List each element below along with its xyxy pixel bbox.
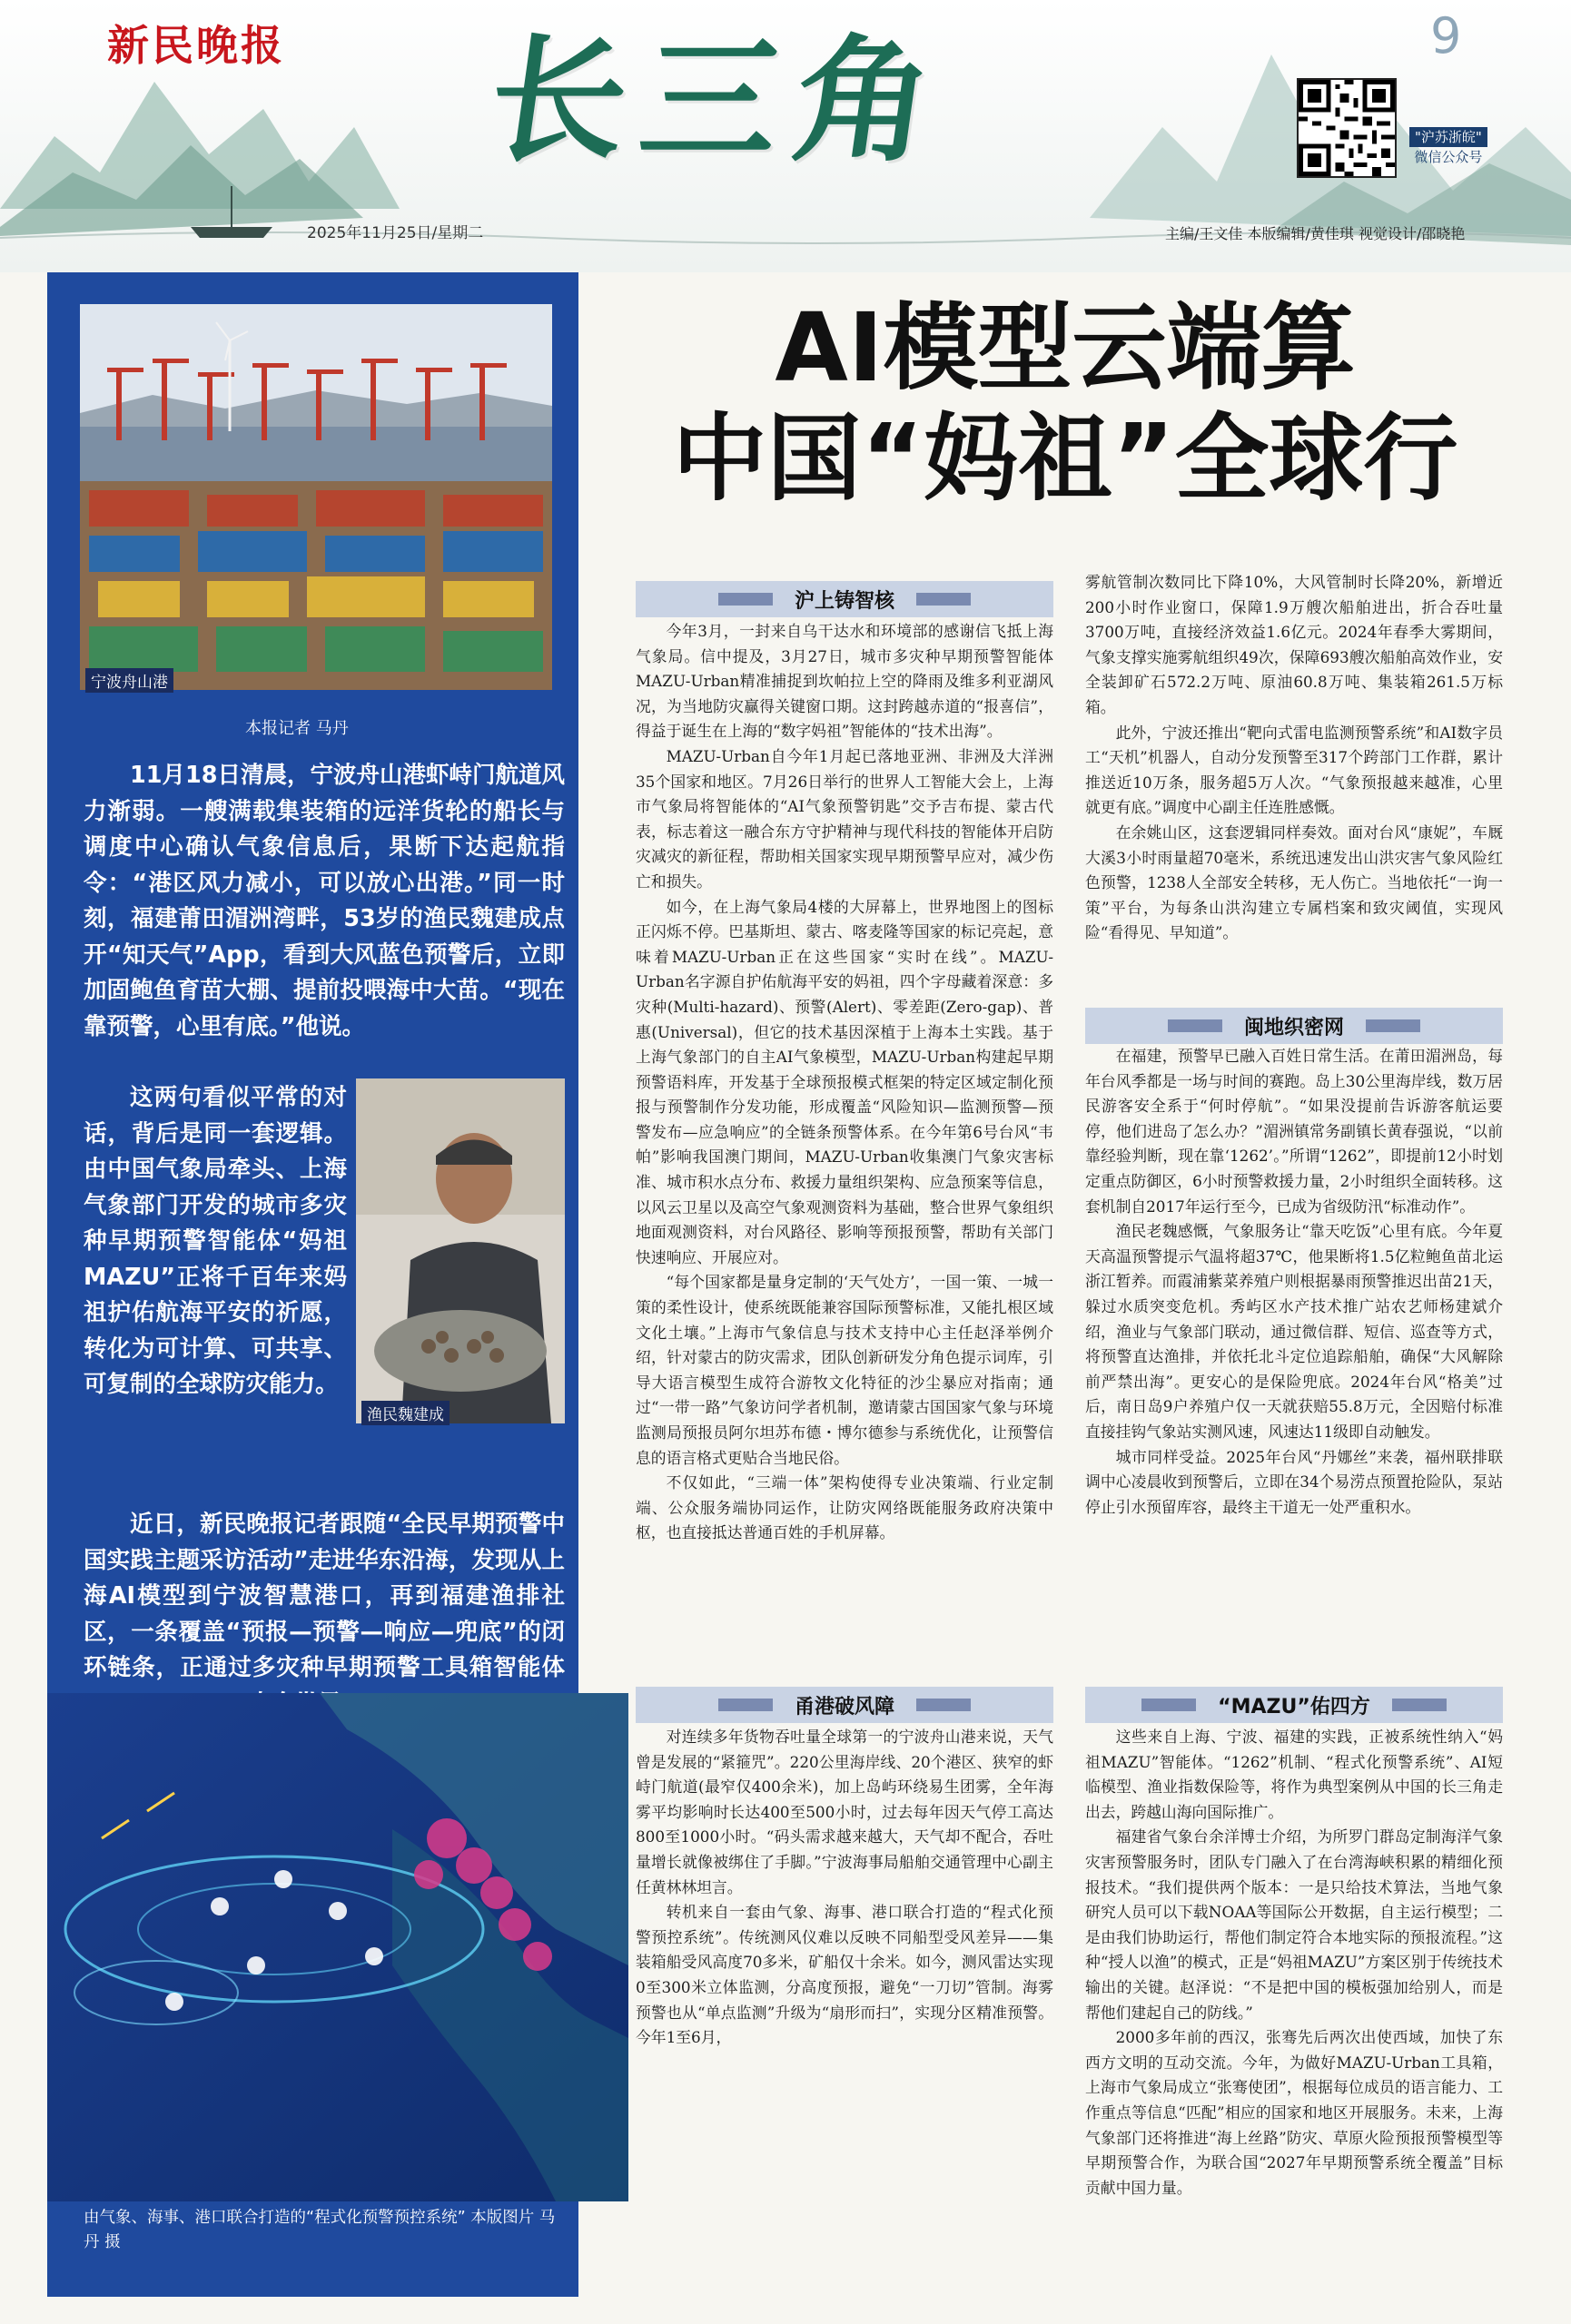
- section-title: 长三角: [479, 21, 960, 181]
- body-paragraph: “每个国家都是量身定制的‘天气处方’，一国一策、一城一策的柔性设计，使系统既能兼容国际预警标准，又能扎根区域文化土壤。”上海市气象信息与技术支持中心主任赵泽举例介绍，针对蒙古的防灾需求，团队创新研发分角色提示词库，引导大语言模型生成符合游牧文化特征的沙尘暴应对指南；通过“一带一路”气象访问学者机制，邀请蒙古国国家气象与环境监测局预报员阿尔坦苏布德・博尔德参与系统优化，让预警信息的语言格式更贴合当地民俗。: [636, 1273, 1053, 1467]
- lead-text: 11月18日清晨，宁波舟山港虾峙门航道风力渐弱。一艘满载集装箱的远洋货轮的船长与调度中心确认气象信息后，果断下达起航指令：“港区风力减小，可以放心出港。”同一时刻，福建莆田湄洲湾畔，53岁的渔民魏建成点开“知天气”App，看到大风蓝色预警后，立即加固鲍鱼育苗大棚、提前投喂海中大苗。“现在靠预警，心里有底。”他说。: [84, 762, 565, 1040]
- warning-system-map: [47, 1693, 628, 2201]
- fisherman-photo-caption: 渔民魏建成: [361, 1401, 450, 1425]
- port-photo: [80, 304, 552, 690]
- headline-line-1: AI模型云端算: [775, 292, 1356, 403]
- body-paragraph: 在余姚山区，这套逻辑同样奏效。面对台风“康妮”，车厩大溪3小时雨量超70毫米，系统迅速发出山洪灾害气象风险红色预警，1238人全部安全转移，无人伤亡。当地依托“一询一策”平台，为每条山洪沟建立专属档案和致灾阈值，实现风险“看得见、早知道”。: [1085, 822, 1503, 942]
- body-paragraph: 2000多年前的西汉，张骞先后两次出使西域，加快了东西方文明的互动交流。今年，为做好MAZU-Urban工具箱，上海市气象局成立“张骞使团”，根据每位成员的语言能力、工作重点等信息“匹配”相应的国家和地区开展服务。未来，上海气象部门还将推进“海上丝路”防灾、草原火险预报预警模型等早期预警合作，为联合国“2027年早期预警系统全覆盖”目标贡献中国力量。: [1085, 2028, 1503, 2197]
- masthead: [0, 0, 1571, 272]
- section-ningbo-continued: [1085, 570, 1503, 946]
- section-mazu-body: [1085, 1725, 1503, 2201]
- body-paragraph: MAZU-Urban自今年1月起已落地亚洲、非洲及大洋洲35个国家和地区。7月26日举行的世界人工智能大会上，上海市气象局将智能体的“AI气象预警钥匙”交予吉布提、蒙古代表，标志着这一融合东方守护精神与现代科技的智能体开启防灾减灾的新征程，帮助相关国家实现早期预警早应对，减少伤亡和损失。: [636, 746, 1053, 891]
- fisherman-photo: [356, 1078, 565, 1423]
- subhead-fujian: 闽地织密网: [1085, 1008, 1503, 1044]
- editor-credits: 主编/王文佳 本版编辑/黄佳琪 视觉设计/邵晓艳: [1165, 225, 1466, 242]
- subhead-ningbo: 甬港破风障: [636, 1687, 1053, 1723]
- body-paragraph: 不仅如此，“三端一体”架构使得专业决策端、行业定制端、公众服务端协同运作，让防灾网络既能服务政府决策中枢，也直接抵达普通百姓的手机屏幕。: [636, 1473, 1053, 1542]
- lead-paragraph-3: [84, 1507, 565, 1722]
- subhead-shanghai: 沪上铸智核: [636, 581, 1053, 617]
- body-paragraph: 在福建，预警早已融入百姓日常生活。在莆田湄洲岛，每年台风季都是一场与时间的赛跑。岛上30公里海岸线，数万居民游客安全系于“何时停航”。“如果没提前告诉游客航运要停，他们进岛了怎么办？”湄洲镇常务副镇长黄春强说，“以前靠经验判断，现在靠‘1262’。”所谓“1262”，即提前12小时划定重点防御区，6小时预警救援力量，2小时组织全面转移。这套机制自2017年运行至今，已成为省级防汛“标准动作”。: [1085, 1047, 1503, 1216]
- lead-text: 近日，新民晚报记者跟随“全民早期预警中国实践主题采访活动”走进华东沿海，发现从上海AI模型到宁波智慧港口，再到福建渔排社区，一条覆盖“预报—预警—响应—兜底”的闭环链条，正通过多灾种早期预警工具箱智能体: [84, 1511, 565, 1681]
- newspaper-logo: 新民晚报: [107, 21, 285, 70]
- subhead-mazu: “MAZU”佑四方: [1085, 1687, 1503, 1723]
- body-paragraph: 转机来自一套由气象、海事、港口联合打造的“程式化预警预控系统”。传统测风仪难以反映不同船型受风差异——集装箱船受风高度70多米，矿船仅十余米。如今，测风雷达实现0至300米立体监测，分高度预报，避免“一刀切”管制。海雾预警也从“单点监测”升级为“扇形而扫”，实现分区精准预警。今年1至6月，: [636, 1903, 1053, 2047]
- body-paragraph: 今年3月，一封来自乌干达水和环境部的感谢信飞抵上海气象局。信中提及，3月27日，城市多灾种早期预警智能体MAZU-Urban精准捕捉到坎帕拉上空的降雨及维多利亚湖风况，为当地防灾赢得关键窗口期。这封跨越赤道的“报喜信”，得益于诞生在上海的“数字妈祖”智能体的“技术出海”。: [636, 622, 1053, 741]
- page-number: 9: [1430, 7, 1462, 64]
- wechat-account-tag: [1409, 127, 1487, 167]
- section-fujian-body: [1085, 1044, 1503, 1520]
- lead-text: 这两句看似平常的对话，背后是同一套逻辑。由中国气象局牵头、上海气象部门开发的城市多灾种早期预警智能体“妈祖MAZU”正将千百年来妈祖护佑航海平安的祈愿，转化为可计算、可共享、可复制的全球防灾能力。: [84, 1084, 347, 1398]
- qr-code-icon: [1297, 78, 1397, 178]
- lead-paragraph-1: [84, 758, 565, 1045]
- body-paragraph: 渔民老魏感慨，气象服务让“靠天吃饭”心里有底。今年夏天高温预警提示气温将超37℃，他果断将1.5亿粒鲍鱼苗北运浙江暂养。而霞浦紫菜养殖户则根据暴雨预警推迟出苗21天，躲过水质突变危机。秀屿区水产技术推广站农艺师杨建斌介绍，渔业与气象部门联动，通过微信群、短信、巡查等方式，将预警直达渔排，并依托北斗定位追踪船舶，确保“大风解除前严禁出海”。更安心的是保险兜底。2024年台风“格美”过后，南日岛9户养殖户仅一天就获赔55.8万元，全因赔付标准直接挂钩气象站实测风速，风速达11级即自动触发。: [1085, 1222, 1503, 1441]
- issue-date: 2025年11月25日/星期二: [307, 224, 484, 242]
- wechat-account-name: "沪苏浙皖": [1409, 127, 1487, 147]
- body-paragraph: 福建省气象台余洋博士介绍，为所罗门群岛定制海洋气象灾害预警服务时，团队专门融入了在台湾海峡积累的精细化预报技术。“我们提供两个版本：一是只给技术算法，当地气象研究人员可以下载NOAA等国际公开数据，自主运行模型；二是由我们协助运行，帮他们制定符合本地实际的预报流程。”这种“授人以渔”的模式，正是“妈祖MAZU”方案区别于传统技术输出的关键。赵泽说：“不是把中国的模板强加给别人，而是帮他们建起自己的防线。”: [1085, 1827, 1503, 2022]
- headline-line-2: 中国“妈祖”全球行: [672, 403, 1458, 514]
- lead-paragraph-2: [84, 1080, 347, 1403]
- body-paragraph: 如今，在上海气象局4楼的大屏幕上，世界地图上的图标正闪烁不停。巴基斯坦、蒙古、喀麦隆等国家的标记亮起，意味着MAZU-Urban正在这些国家“实时在线”。MAZU-Urban名字源自护佑航海平安的妈祖，四个字母藏着深意：多灾种(Multi-hazard)、预警(Alert)、零差距(Zero-gap)、普惠(Universal)，但它的技术基因深植于上海本土实践。基于上海气象部门的自主AI气象模型，MAZU-Urban构建起早期预警语料库，开发基于全球预报模式框架的特定区域定制化预报与预警制作分发功能，形成覆盖“风险知识—监测预警—预警发布—应急响应”的全链条预警体系。在今年第6号台风“韦帕”影响我国澳门期间，MAZU-Urban收集澳门气象灾害标准、城市积水点分布、救援力量组织架构、应急预案等信息，以风云卫星以及高空气象观测资料为基础，整合世界气象组织地面观测资料，对台风路径、影响等预报预警，帮助有关部门快速响应、开展应对。: [636, 897, 1053, 1266]
- wechat-account-label: 微信公众号: [1414, 149, 1483, 165]
- port-photo-caption: 宁波舟山港: [85, 668, 173, 693]
- byline: 本报记者 马丹: [245, 719, 349, 738]
- map-caption: 由气象、海事、港口联合打造的“程式化预警预控系统” 本版图片 马丹 摄: [84, 2209, 556, 2251]
- section-ningbo-body: [636, 1725, 1053, 2051]
- body-paragraph: 这些来自上海、宁波、福建的实践，正被系统性纳入“妈祖MAZU”智能体。“1262”机制、“程式化预警系统”、AI短临模型、渔业指数保险等，将作为典型案例从中国的长三角走出去，跨越山海向国际推广。: [1085, 1728, 1503, 1821]
- headline: [607, 292, 1524, 514]
- body-paragraph: 城市同样受益。2025年台风“丹娜丝”来袭，福州联排联调中心凌晨收到预警后，立即在34个易涝点预置抢险队，泵站停止引水预留库容，最终主干道无一处严重积水。: [1085, 1447, 1503, 1516]
- body-paragraph: 此外，宁波还推出“靶向式雷电监测预警系统”和AI数字员工“天机”机器人，自动分发预警至317个跨部门工作群，累计推送近10万条，服务超5万人次。“气象预报越来越准，心里就更有底。”调度中心副主任连胜感慨。: [1085, 723, 1503, 817]
- body-paragraph: 对连续多年货物吞吐量全球第一的宁波舟山港来说，天气曾是发展的“紧箍咒”。220公里海岸线、20个港区、狭窄的虾峙门航道(最窄仅400余米)，加上岛屿环绕易生团雾，全年海雾平均影响时长达400至500小时，过去每年因天气停工高达800至1000小时。“码头需求越来越大，天气却不配合，吞吐量增长就像被绑住了手脚。”宁波海事局船舶交通管理中心副主任黄林林坦言。: [636, 1728, 1053, 1896]
- section-shanghai-body: [636, 619, 1053, 1546]
- body-paragraph: 雾航管制次数同比下降10%，大风管制时长降20%，新增近200小时作业窗口，保障1.9万艘次船舶进出，折合吞吐量3700万吨，直接经济效益1.6亿元。2024年春季大雾期间，气象支撑实施雾航组织49次，保障693艘次船舶高效作业，安全装卸矿石572.2万吨、原油60.8万吨、集装箱261.5万标箱。: [1085, 573, 1503, 716]
